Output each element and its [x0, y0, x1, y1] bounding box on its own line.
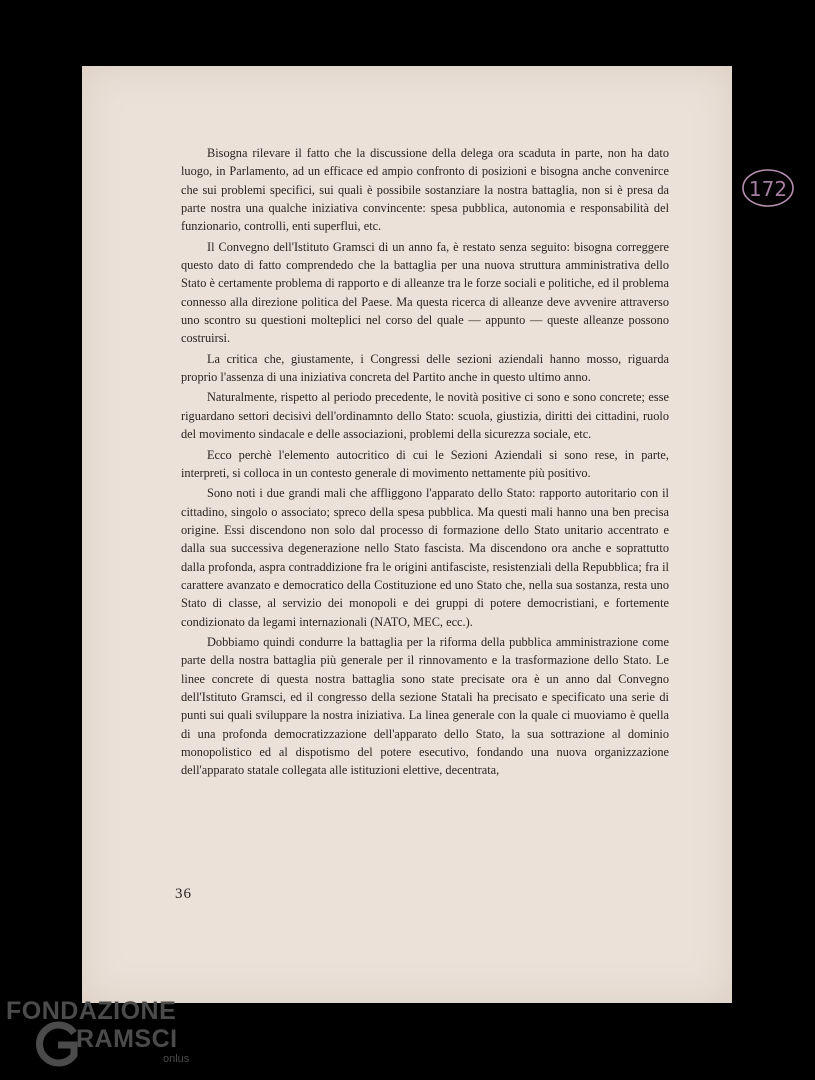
- paragraph: Ecco perchè l'elemento autocritico di cui le Sezioni Aziendali si sono rese, in parte, interpreti, si colloca in un contesto generale di movimento nettamente più positivo.: [181, 447, 669, 480]
- handwritten-page-number: [740, 166, 796, 210]
- fondazione-gramsci-logo: [0, 993, 200, 1080]
- paragraph: Il Convegno dell'Istituto Gramsci di un anno fa, è restato senza seguito: bisogna correggere questo dato di fatto comprendedo che la battaglia per una nuova struttura amministrativa dello Stato è certamente problema di rapporto e di alleanze tra le forze sociali e politiche, ed il problema connesso alla direzione politica del Paese. Ma questa ricerca di alleanze deve avvenire attraverso uno scontro su questioni molteplici nel corso del quale — appunto — queste alleanze possono costruirsi.: [181, 239, 669, 346]
- page-number: 36: [175, 886, 192, 902]
- paragraph: Sono noti i due grandi mali che affliggono l'apparato dello Stato: rapporto autoritario con il cittadino, singolo o associato; spreco della spesa pubblica. Ma questi mali hanno una ben precisa origine. Essi discendono non solo dal processo di formazione dello Stato unitario accentrato e dalla sua successiva degenerazione nello Stato fascista. Ma discendono ora anche e soprattutto dalla profonda, aspra contraddizione fra le origini antifasciste, resistenziali della Repubblica; fra il carattere avanzato e democratico della Costituzione ed uno Stato che, nella sua sostanza, resta uno Stato di classe, al servizio dei monopoli e dei gruppi di potere democristiani, e fortemente condizionato da legami internazionali (NATO, MEC, ecc.).: [181, 486, 669, 629]
- logo-sub: onlus: [163, 1053, 190, 1065]
- paragraph: Naturalmente, rispetto al periodo precedente, le novità positive ci sono e sono concrete; esse riguardano settori decisivi dell'ordinamnto dello Stato: scuola, giustizia, diritti dei cittadini, ruolo del movimento sindacale e delle associazioni, problemi della sicurezza sociale, etc.: [181, 390, 669, 442]
- paragraph: Dobbiamo quindi condurre la battaglia per la riforma della pubblica amministrazione come parte della nostra battaglia più generale per il rinnovamento e la trasformazione dello Stato. Le linee concrete di questa nostra battaglia sono state precisate ora è un anno dal Convegno dell'Istituto Gramsci, ed il congresso della sezione Statali ha precisato e specificato una serie di punti sui quali sviluppare la nostra iniziativa. La linea generale con la quale ci muoviamo è quella di una profonda democratizzazione dell'apparato dello Stato, la sua sottrazione al dominio monopolistico ed al dispotismo del potere esecutivo, fondando una nuova organizzazione dell'apparato statale collegata alle istituzioni elettive, decentrata,: [181, 634, 669, 778]
- handwritten-number-text: 172: [748, 177, 788, 201]
- body-text: [181, 144, 669, 782]
- document-page: [82, 66, 788, 1003]
- paragraph: La critica che, giustamente, i Congressi delle sezioni aziendali hanno mosso, riguarda proprio l'assenza di una iniziativa concreta del Partito anche in questo ultimo anno.: [181, 351, 669, 385]
- logo-g-mark-icon: [34, 1021, 78, 1067]
- logo-line1: FONDAZIONE: [6, 997, 177, 1025]
- paragraph: Bisogna rilevare il fatto che la discussione della delega ora scaduta in parte, non ha dato luogo, in Parlamento, ad un efficace ed ampio confronto di posizioni e bisogna anche convenirce che sui problemi specifici, sui quali è possibile sostanziare la nostra battaglia, non si è presa da parte nostra una qualche iniziativa convincente: spesa pubblica, autonomia e responsabilità del funzionario, controlli, enti superflui, etc.: [181, 146, 669, 234]
- logo-line2: RAMSCI: [76, 1025, 178, 1053]
